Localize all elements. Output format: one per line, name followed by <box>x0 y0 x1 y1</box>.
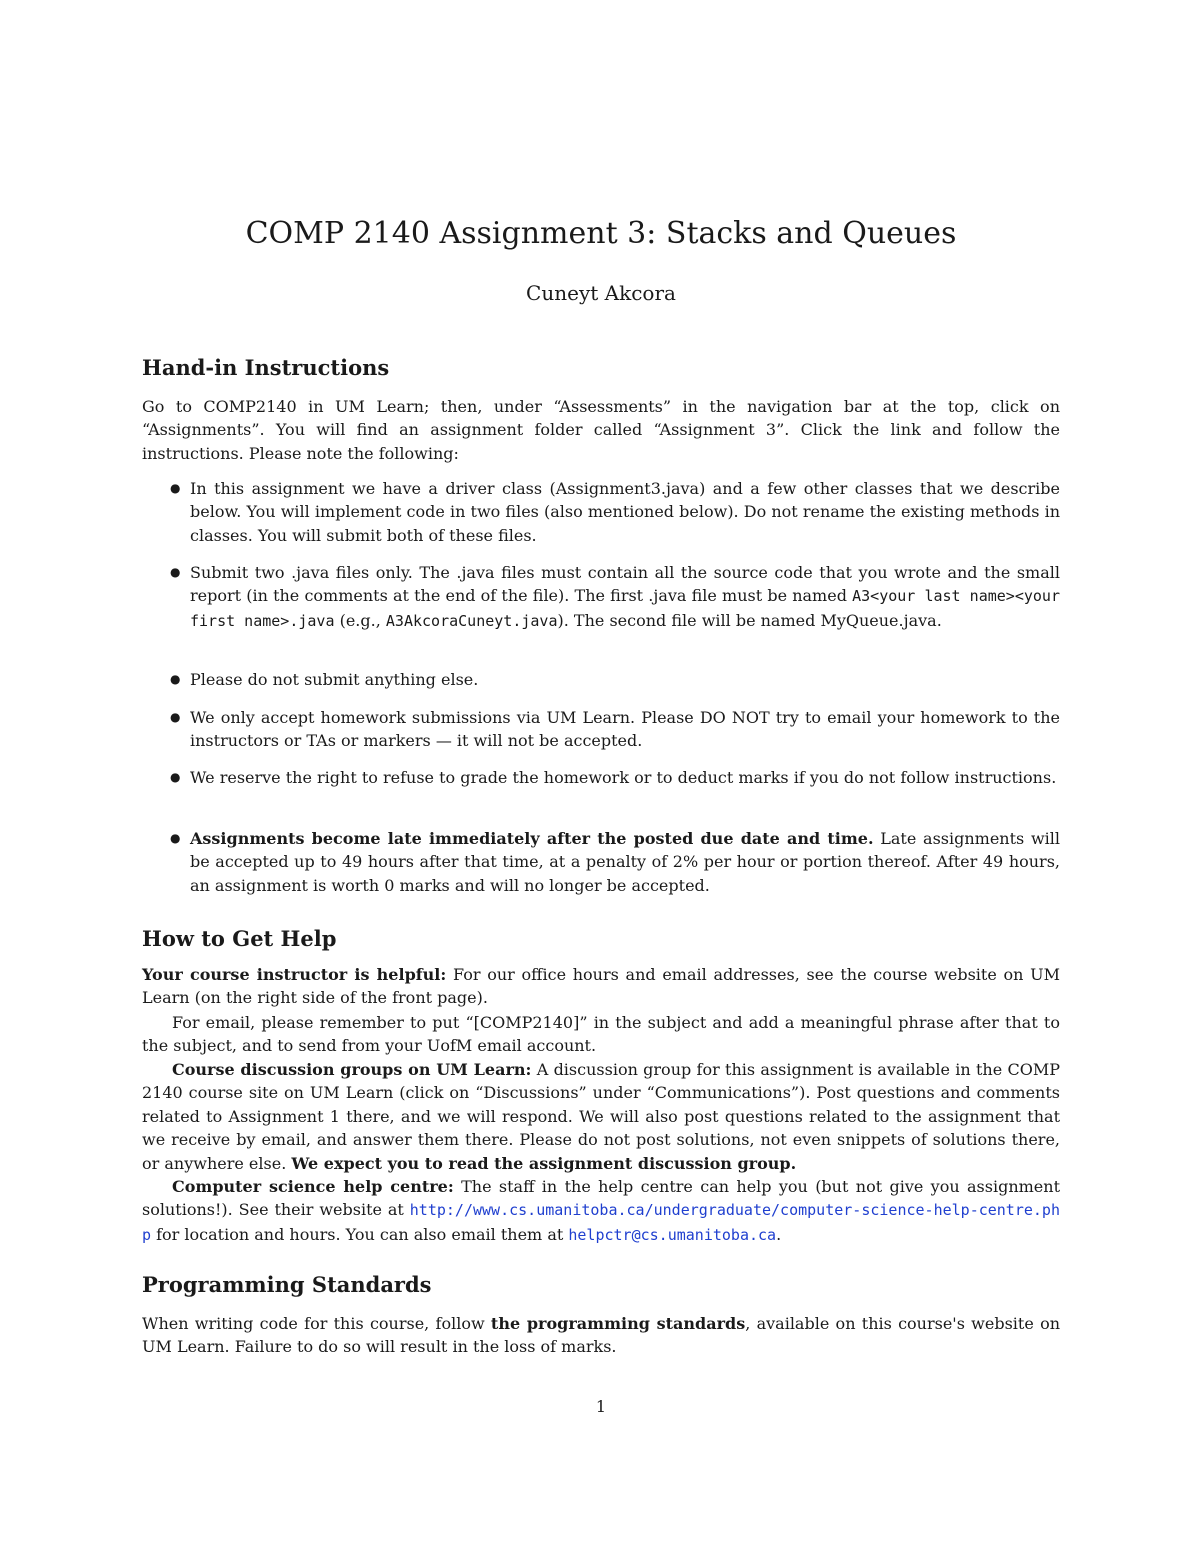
paragraph-lead: Course discussion groups on UM Learn: <box>172 1060 532 1079</box>
standards-paragraph <box>142 1312 1060 1359</box>
list-item <box>142 477 1060 547</box>
list-item-text-part: (e.g., <box>339 610 381 630</box>
list-item-text: In this assignment we have a driver class (Assignment3.java) and a few other classes that we describe below. You will implement code in two files (also mentioned below). Do not rename the existing methods in classes. You will submit both of these files. <box>190 479 1060 545</box>
help-discussion-paragraph <box>142 1058 1060 1175</box>
paragraph-text: The staff in the help centre can help you (but not give you assignment solutions!). See their website at <box>142 1177 1061 1220</box>
author-name: Cuneyt Akcora <box>526 281 676 305</box>
bullet-icon: ● <box>170 770 181 784</box>
paragraph-text: for location and hours. You can also email them at <box>156 1224 564 1244</box>
section-heading-handin: Hand-in Instructions <box>142 355 390 380</box>
list-item <box>142 668 1060 691</box>
paragraph-emphasis: We expect you to read the assignment discussion group. <box>291 1153 797 1173</box>
bullet-icon: ● <box>170 481 181 495</box>
document-title: COMP 2140 Assignment 3: Stacks and Queues <box>245 216 957 251</box>
bullet-icon: ● <box>170 565 181 579</box>
list-item-text <box>190 827 1060 897</box>
list-item <box>142 827 1060 897</box>
help-instructor-paragraph <box>142 963 1060 1010</box>
help-centre-email-link[interactable]: helpctr@cs.umanitoba.ca <box>568 1225 777 1244</box>
list-item-text: We only accept homework submissions via UM Learn. Please DO NOT try to email your homework to the instructors or TAs or markers — it will not be accepted. <box>190 708 1060 751</box>
list-item-text-part: ). The second file will be named MyQueue.java. <box>557 610 942 630</box>
paragraph-lead: Your course instructor is helpful: <box>142 965 447 984</box>
list-item-text-part: Late assignments will be accepted up to 49 hours after that time, at a penalty of 2% per hour or portion thereof. After 49 hours, an assignment is worth 0 marks and will no longer be accepted. <box>190 829 1061 895</box>
paragraph-emphasis: the programming standards <box>490 1314 746 1333</box>
filename-code: A3<your last name><your first name>.java <box>190 587 1060 630</box>
paragraph-text: , available on this course's website on UM Learn. Failure to do so will result in the loss of marks. <box>142 1314 1061 1357</box>
list-item-text: We reserve the right to refuse to grade the homework or to deduct marks if you do not follow instructions. <box>190 768 1057 787</box>
help-centre-paragraph <box>142 1175 1060 1247</box>
bullet-icon: ● <box>170 710 181 724</box>
paragraph-lead: Computer science help centre: <box>172 1177 454 1196</box>
help-email-paragraph: For email, please remember to put “[COMP2140]” in the subject and add a meaningful phrase after that to the subject, and to send from your UofM email account. <box>142 1013 1060 1056</box>
list-item-text <box>190 561 1060 633</box>
handin-intro: Go to COMP2140 in UM Learn; then, under “Assessments” in the navigation bar at the top, click on “Assignments”. You will find an assignment folder called “Assignment 3”. Click the link and follow the instructions. Please note the following: <box>142 397 1060 463</box>
bullet-icon: ● <box>170 831 181 845</box>
list-item-text-part: Submit two .java files only. The .java files must contain all the source code that you wrote and the small report (in the comments at the end of the file). The first .java file must be named <box>190 563 1060 606</box>
late-policy-emphasis: Assignments become late immediately after the posted due date and time. <box>190 829 874 848</box>
paragraph-text: For our office hours and email addresses, see the course website on UM Learn (on the right side of the front page). <box>142 965 1061 1008</box>
bullet-icon: ● <box>170 672 181 686</box>
help-centre-link[interactable]: http://www.cs.umanitoba.ca/undergraduate/computer-science-help-centre.php <box>142 1201 1060 1244</box>
section-heading-standards: Programming Standards <box>142 1272 432 1297</box>
list-item <box>142 766 1060 789</box>
section-heading-help: How to Get Help <box>142 926 337 951</box>
paragraph-text: . <box>776 1224 782 1244</box>
list-item-text: Please do not submit anything else. <box>190 670 479 689</box>
paragraph-text: When writing code for this course, follow <box>142 1314 485 1333</box>
page-number: 1 <box>595 1397 607 1416</box>
filename-example-code: A3AkcoraCuneyt.java <box>385 611 558 630</box>
paragraph-text: A discussion group for this assignment is available in the COMP 2140 course site on UM Learn (click on “Discussions” under “Communications”). Post questions and comments related to Assignment 1 there, and we will respond. We will also post questions related to the assignment that we receive by email, and answer them there. Please do not post solutions, not even snippets of solutions there, or anywhere else. <box>142 1060 1060 1173</box>
list-item <box>142 561 1060 633</box>
list-item <box>142 706 1060 753</box>
